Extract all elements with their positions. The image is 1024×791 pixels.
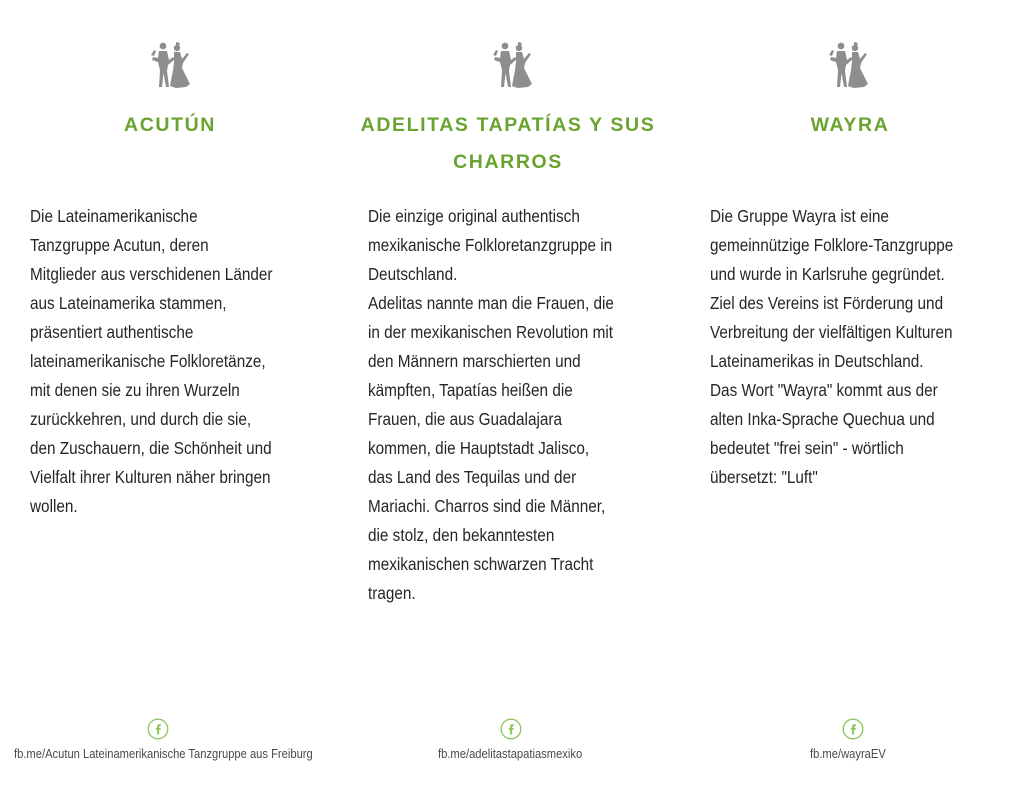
group-title: ADELITAS TAPATÍAS Y SUS CHARROS	[360, 114, 656, 173]
facebook-link[interactable]: fb.me/Acutun Lateinamerikanische Tanzgruppe aus Freiburg	[14, 746, 313, 761]
group-description: Die Gruppe Wayra ist eine gemeinnützige Folklore-Tanzgruppe und wurde in Karlsruhe gegründet. Ziel des Vereins ist Förderung und Verbreitung der vielfältigen Kulturen Lateinamerikas in Deutschland. Das Wort "Wayra" kommt aus der alten Inka-Sprache Quechua und bedeutet "frei sein" - wörtlich übersetzt: "Luft"	[710, 206, 954, 487]
group-column-wayra	[700, 0, 1000, 791]
dancer-couple-icon	[488, 40, 538, 92]
dancer-couple-icon	[146, 40, 196, 92]
group-title: ACUTÚN	[124, 114, 216, 136]
facebook-icon[interactable]	[500, 718, 522, 740]
group-title: WAYRA	[810, 114, 890, 136]
facebook-link[interactable]: fb.me/adelitastapatiasmexiko	[438, 746, 583, 761]
group-column-adelitas	[358, 0, 658, 791]
group-description: Die einzige original authentisch mexikanische Folkloretanzgruppe in Deutschland. Adelitas nannte man die Frauen, die in der mexikanischen Revolution mit den Männern marschierten und kämpften, Tapatías heißen die Frauen, die aus Guadalajara kommen, die Hauptstadt Jalisco, das Land des Tequilas und der Mariachi. Charros sind die Männer, die stolz, den bekanntesten mexikanischen schwarzen Tracht tragen.	[368, 206, 614, 603]
facebook-icon[interactable]	[842, 718, 864, 740]
facebook-icon[interactable]	[147, 718, 169, 740]
facebook-link[interactable]: fb.me/wayraEV	[810, 746, 886, 761]
dancer-couple-icon	[824, 40, 874, 92]
group-description: Die Lateinamerikanische Tanzgruppe Acutun, deren Mitglieder aus verschidenen Länder aus Lateinamerika stammen, präsentiert authentische lateinamerikanische Folkloretänze, mit denen sie zu ihren Wurzeln zurückkehren, und durch die sie, den Zuschauern, die Schönheit und Vielfalt ihrer Kulturen näher bringen wollen.	[30, 206, 273, 516]
group-column-acutun	[14, 0, 320, 791]
